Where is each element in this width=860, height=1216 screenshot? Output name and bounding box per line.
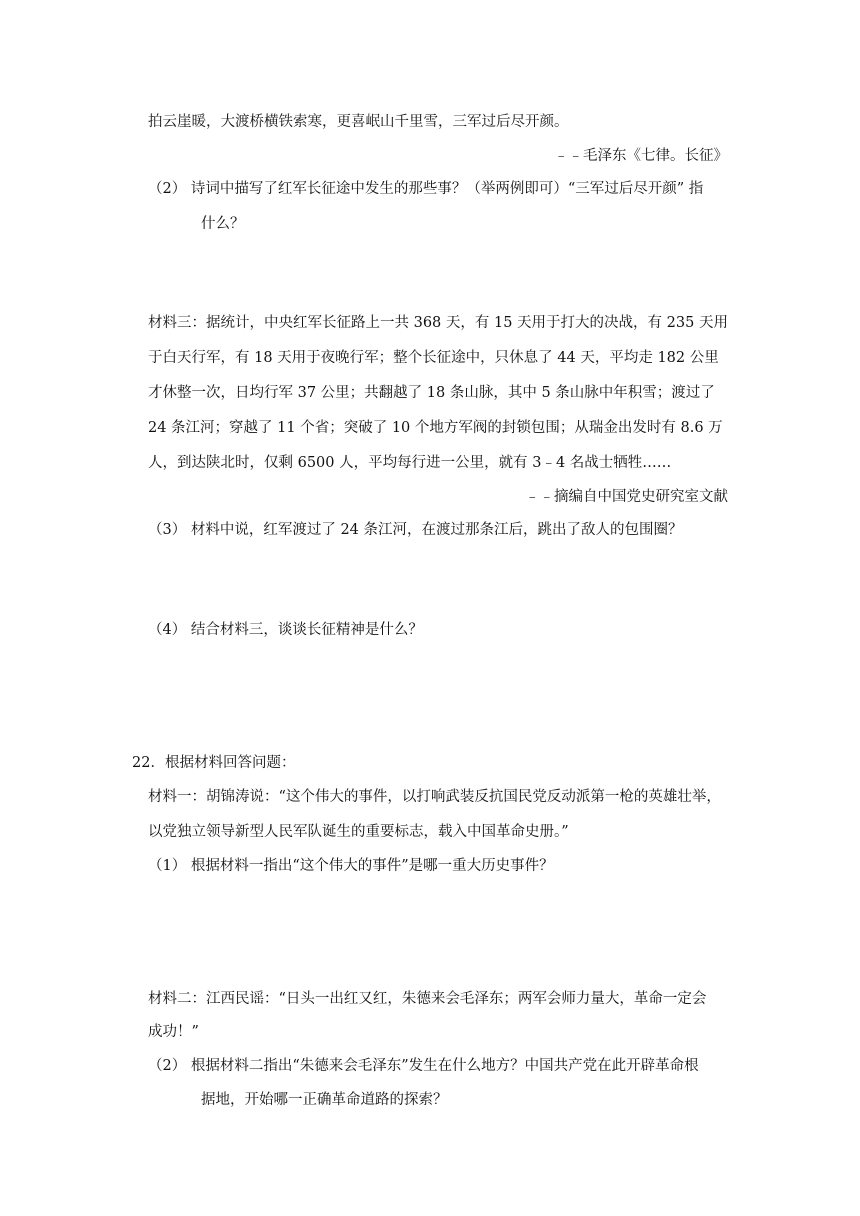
material-3-line-4: 24 条江河；穿越了 11 个省；突破了 10 个地方军阀的封锁包围；从瑞金出发时有 8.6 万 (148, 420, 723, 436)
poem-last-line: 拍云崖暖，大渡桥横铁索寒，更喜岷山千里雪，三军过后尽开颜。 (148, 114, 569, 130)
question-22-1: （1） 根据材料一指出“这个伟大的事件”是哪一重大历史事件？ (148, 858, 554, 874)
question-2-line-2: 什么？ (201, 216, 245, 232)
material-3-line-1: 材料三：据统计，中央红军长征路上一共 368 天，有 15 天用于打大的决战，有 235 天用 (148, 315, 728, 331)
material-3-line-3: 才休整一次，日均行军 37 公里；共翻越了 18 条山脉，其中 5 条山脉中年积雪；渡过了 (148, 385, 715, 401)
material-3-source: ﹣﹣摘编自中国党史研究室文献 (525, 489, 728, 505)
poem-source: ﹣﹣毛泽东《七律。长征》 (554, 148, 728, 164)
material-1-line-1: 材料一：胡锦涛说：“这个伟大的事件，以打响武装反抗国民党反动派第一枪的英雄壮举， (148, 789, 721, 805)
question-22-title: 22．根据材料回答问题： (132, 755, 296, 771)
material-1-line-2: 以党独立领导新型人民军队诞生的重要标志，载入中国革命史册。” (148, 824, 569, 840)
question-22-2-line-1: （2） 根据材料二指出“朱德来会毛泽东”发生在什么地方？中国共产党在此开辟革命根 (148, 1058, 699, 1074)
question-4: （4） 结合材料三，谈谈长征精神是什么？ (148, 622, 423, 638)
question-2-line-1: （2） 诗词中描写了红军长征途中发生的那些事？（举两例即可）“三军过后尽开颜” 指 (148, 181, 704, 197)
question-22-2-line-2: 据地，开始哪一正确革命道路的探索？ (201, 1092, 448, 1108)
material-2-line-1: 材料二：江西民谣：“日头一出红又红，朱德来会毛泽东；两军会师力量大，革命一定会 (148, 991, 707, 1007)
material-3-line-2: 于白天行军，有 18 天用于夜晚行军；整个长征途中，只休息了 44 天，平均走 182 公里 (148, 350, 719, 366)
material-3-line-5: 人，到达陕北时，仅剩 6500 人，平均每行进一公里，就有 3﹣4 名战士牺牲…… (148, 455, 672, 471)
question-3: （3） 材料中说，红军渡过了 24 条江河，在渡过那条江后，跳出了敌人的包围圈？ (148, 522, 683, 538)
material-2-line-2: 成功！” (148, 1024, 199, 1040)
